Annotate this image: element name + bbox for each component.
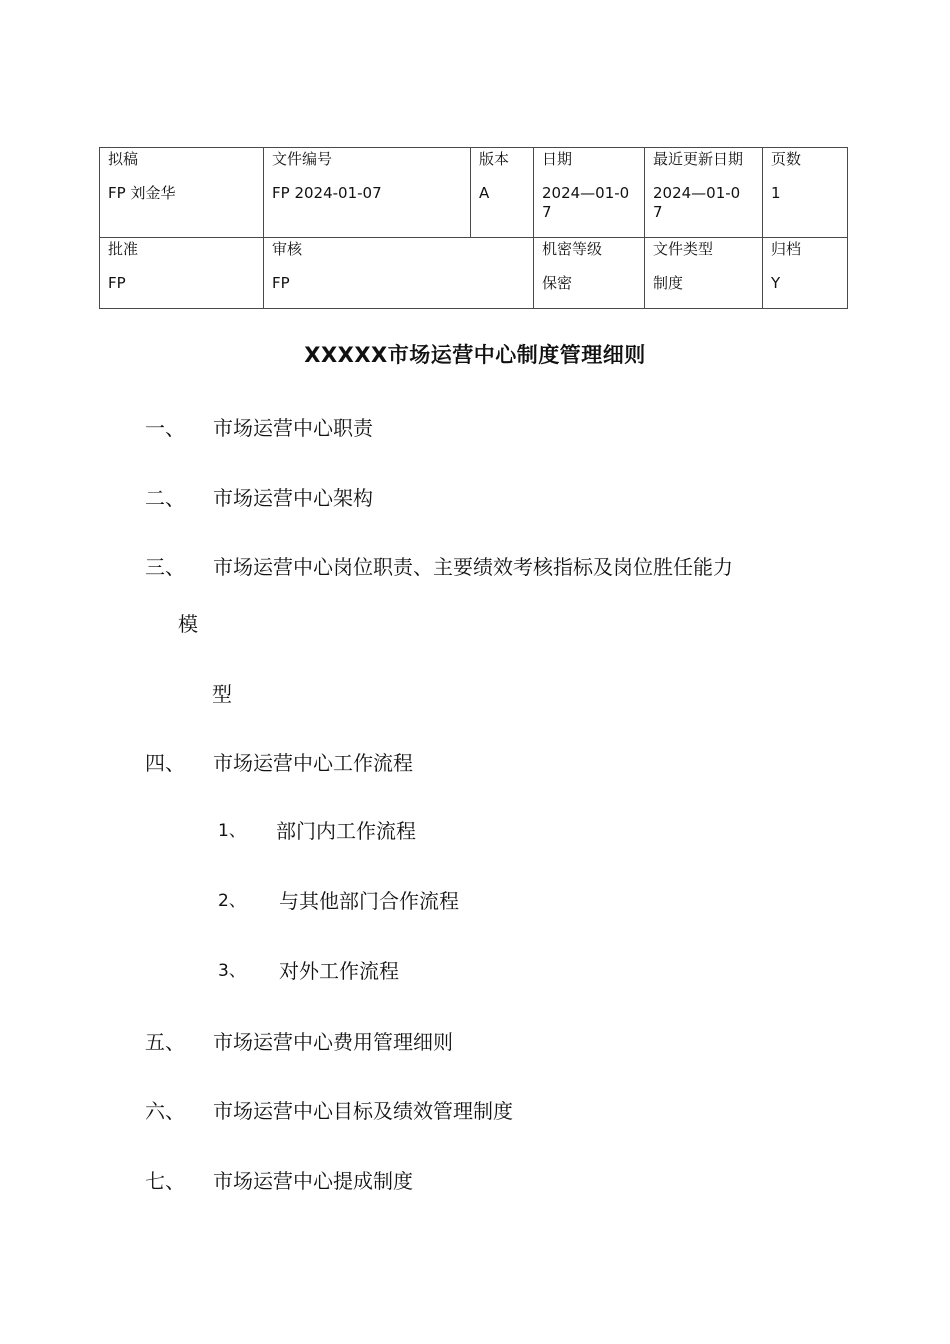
section-text: 市场运营中心岗位职责、主要绩效考核指标及岗位胜任能力 [213,555,733,579]
section-text: 市场运营中心费用管理细则 [213,1030,453,1054]
archive-value: Y [771,274,781,292]
section-text: 市场运营中心工作流程 [213,751,413,775]
section-text: 市场运营中心职责 [213,416,373,440]
approve-label: 批准 [108,240,139,258]
review-value: FP [272,274,290,292]
subsection-number: 3、 [218,961,246,981]
updated-label: 最近更新日期 [653,150,744,168]
approve-cell [100,238,264,309]
version-cell [471,148,534,238]
date-cell [534,148,645,238]
draft-value: FP 刘金华 [108,184,176,202]
section-number: 七、 [145,1169,185,1193]
updated-value: 2024—01-07 [653,184,741,221]
version-value: A [479,184,490,202]
docno-label: 文件编号 [272,150,333,168]
version-label: 版本 [479,150,510,168]
subsection-number: 2、 [218,891,246,911]
type-label: 文件类型 [653,240,714,258]
section-text: 市场运营中心架构 [213,486,373,510]
section-number: 六、 [145,1099,185,1123]
date-label: 日期 [542,150,573,168]
draft-label: 拟稿 [108,150,139,168]
review-label: 审核 [272,240,303,258]
section-text: 市场运营中心提成制度 [213,1169,413,1193]
updated-cell [645,148,763,238]
pages-label: 页数 [771,150,802,168]
secret-cell [534,238,645,309]
type-value: 制度 [653,274,684,292]
info-row-2 [100,238,848,309]
draft-cell [100,148,264,238]
archive-label: 归档 [771,240,802,258]
subsection-text: 对外工作流程 [279,959,399,983]
document-title: XXXXX市场运营中心制度管理细则 [304,343,646,367]
archive-cell [763,238,848,309]
subsection-text: 部门内工作流程 [276,819,416,843]
subsection-number: 1、 [218,821,246,841]
review-cell [264,238,534,309]
docno-value: FP 2024-01-07 [272,184,382,202]
pages-cell [763,148,848,238]
pages-value: 1 [771,184,781,202]
type-cell [645,238,763,309]
section-number: 二、 [145,486,185,510]
section-number: 一、 [145,416,185,440]
section-number: 五、 [145,1030,185,1054]
document-info-table [99,147,848,309]
section-text-continued: 模 [178,612,198,636]
section-number: 三、 [145,555,185,579]
approve-value: FP [108,274,126,292]
subsection-text: 与其他部门合作流程 [279,889,459,913]
docno-cell [264,148,471,238]
secret-value: 保密 [542,274,573,292]
section-text-continued: 型 [212,682,232,706]
section-text: 市场运营中心目标及绩效管理制度 [213,1099,513,1123]
info-row-1 [100,148,848,238]
date-value: 2024—01-07 [542,184,630,221]
section-number: 四、 [145,751,185,775]
secret-label: 机密等级 [542,240,603,258]
